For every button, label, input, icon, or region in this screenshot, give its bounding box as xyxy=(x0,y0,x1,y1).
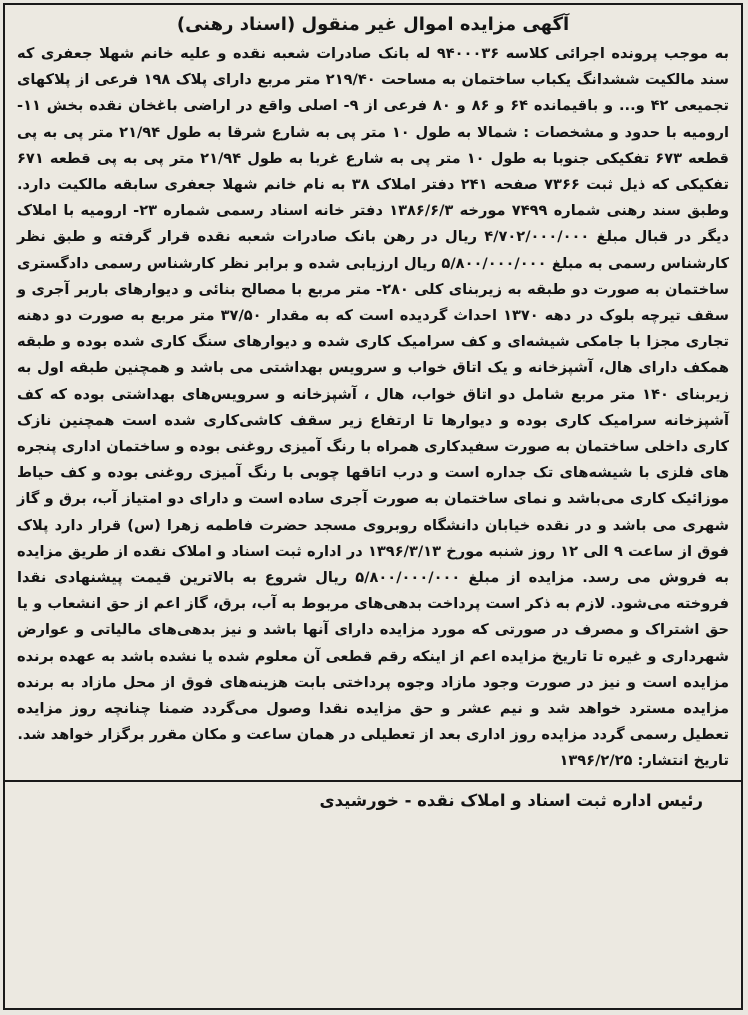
publish-date-line xyxy=(17,748,729,774)
auction-notice xyxy=(3,3,743,1010)
publish-date: ۱۳۹۶/۲/۲۵ xyxy=(559,752,633,770)
publish-date-label: تاریخ انتشار: xyxy=(637,752,729,770)
signature: رئیس اداره ثبت اسناد و املاک نقده - خورشیدی xyxy=(319,791,703,811)
notice-body: به موجب پرونده اجرائی کلاسه ۹۴۰۰۰۳۶ له بانک صادرات شعبه نقده و علیه خانم شهلا جعفری که سند مالکیت ششدانگ یکباب ساختمان به مساحت ۲۱۹/۴۰ متر مربع دارای پلاک ۱۹۸ فرعی از پلاکهای تجمیعی ۴۲ و... و باقیمانده ۶۴ و ۸۶ و ۸۰ فرعی از ۹- اصلی واقع در اراضی باغخان نقده بخش ۱۱- ارومیه با حدود و مشخصات : شمالا به طول ۱۰ متر پی به شارع شرقا به طول ۲۱/۹۴ متر پی به پی قطعه ۶۷۳ تفکیکی جنوبا به طول ۱۰ متر پی به شارع غربا به طول ۲۱/۹۴ متر پی به پی قطعه ۶۷۱ تفکیکی که ذیل ثبت ۷۳۶۶ صفحه ۲۴۱ دفتر املاک ۳۸ به نام خانم شهلا جعفری سابقه مالکیت دارد. وطبق سند رهنی شماره ۷۴۹۹ مورخه ۱۳۸۶/۶/۳ دفتر خانه اسناد رسمی شماره ۲۳- ارومیه با املاک دیگر در قبال مبلغ ۴/۷۰۲/۰۰۰/۰۰۰ ریال در رهن بانک صادرات شعبه نقده قرار گرفته و طبق نظر کارشناس رسمی به مبلغ ۵/۸۰۰/۰۰۰/۰۰۰ ریال ارزیابی شده و برابر نظر کارشناس رسمی دادگستری ساختمان به صورت دو طبقه به زیربنای کلی ۲۸۰- متر مربع با مصالح بنائی و دیوارهای باربر آجری و سقف تیرچه بلوک در دهه ۱۳۷۰ احداث گردیده است که به مقدار ۳۷/۵۰ متر مربع به صورت دو دهنه تجاری مجزا با جامکی شیشه‌ای و کف سرامیک کاری شده و دیوارهای سنگ کاری شده بوده و طبقه همکف دارای هال، آشپزخانه و یک اتاق خواب و سرویس بهداشتی می باشد و همچنین طبقه اول به زیربنای ۱۴۰ متر مربع شامل دو اتاق خواب، هال ، آشپزخانه و سرویس‌های بهداشتی بوده که کف آشپزخانه سرامیک کاری بوده و دیوارها تا ارتفاع زیر سقف کاشی‌کاری شده است همچنین نازک کاری داخلی ساختمان به صورت سفیدکاری همراه با رنگ آمیزی روغنی بوده و ساختمان اداری پنجره های فلزی با شیشه‌های تک جداره است و درب اتاقها چوبی با رنگ آمیزی روغنی بوده و کف حیاط موزائیک کاری می‌باشد و نمای ساختمان به صورت آجری ساده است و دارای دو امتیاز آب، برق و گاز شهری می باشد و در نقده خیابان دانشگاه روبروی مسجد حضرت فاطمه زهرا (س) قرار دارد پلاک فوق از ساعت ۹ الی ۱۲ روز شنبه مورخ ۱۳۹۶/۳/۱۳ در اداره ثبت اسناد و املاک نقده از طریق مزایده به فروش می رسد. مزایده از مبلغ ۵/۸۰۰/۰۰۰/۰۰۰ ریال شروع به بالاترین قیمت پیشنهادی نقدا فروخته می‌شود. لازم به ذکر است پرداخت بدهی‌های مربوط به آب، برق، گاز اعم از حق انشعاب و یا حق اشتراک و مصرف در صورتی که مورد مزایده دارای آنها باشد و نیز بدهی‌های مالیاتی و عوارض شهرداری و غیره تا تاریخ مزایده اعم از اینکه رقم قطعی آن معلوم شده یا نشده باشد به عهده برنده مزایده است و نیز در صورت وجود مازاد وجوه پرداختی بابت هزینه‌های فوق از محل مازاد به برنده مزایده مسترد خواهد شد و نیم عشر و حق مزایده نقدا وصول می‌گردد ضمنا چنانچه روز مزایده تعطیل رسمی گردد مزایده روز اداری بعد از تعطیلی در همان ساعت و مکان مقرر برگزار خواهد شد. xyxy=(17,45,730,744)
notice-title: آگهی مزایده اموال غیر منقول (اسناد رهنی) xyxy=(176,14,570,35)
